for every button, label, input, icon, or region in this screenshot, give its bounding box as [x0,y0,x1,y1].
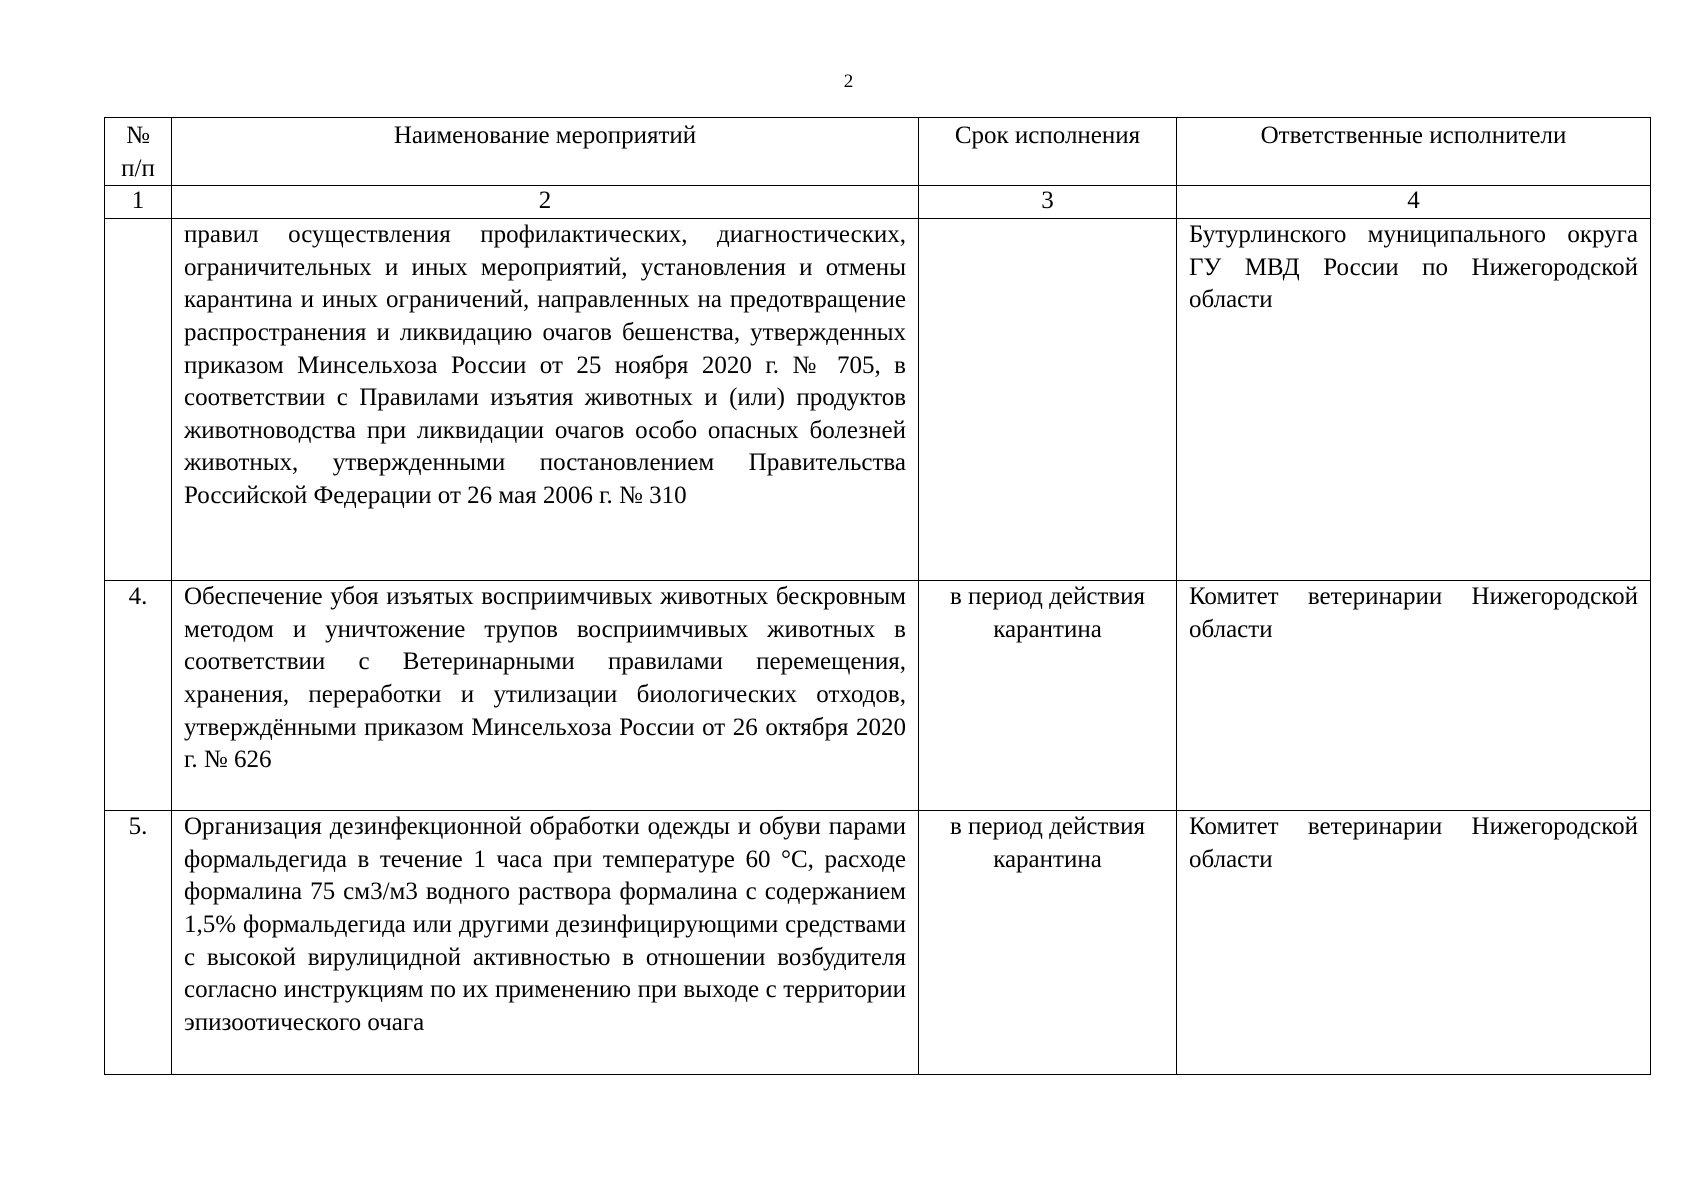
measure-name: Организация дезинфекционной обработки одежды и обуви парами формальдегида в течение 1 часа при температуре 60 °С, расходе формалина 75 см3/м3 водного раствора формалина с содержанием 1,5% формальдегида или другими дезинфицирующими средствами с высокой вирулицидной активностью в отношении возбудителя согласно инструкциям по их применению при выходе с территории эпизоотического очага [172,811,919,1075]
measure-name: правил осуществления профилактических, диагностических, ограничительных и иных мероприятий, установления и отмены карантина и иных ограничений, направленных на предотвращение распространения и ликвидацию очагов бешенства, утвержденных приказом Минсельхоза России от 25 ноября 2020 г. № 705, в соответствии с Правилами изъятия животных и (или) продуктов животноводства при ликвидации очагов особо опасных болезней животных, утвержденными постановлением Правительства Российской Федерации от 26 мая 2006 г. № 310 [172,219,919,581]
page-number: 2 [843,71,854,92]
row-number: 4. [105,581,172,811]
column-number: 2 [172,186,919,219]
header-deadline: Срок исполнения [919,118,1177,186]
measures-table [104,117,1651,1075]
table-header-row [105,118,1651,186]
measure-name: Обеспечение убоя изъятых восприимчивых животных бескровным методом и уничтожение трупов восприимчивых животных в соответствии с Ветеринарными правилами перемещения, хранения, переработки и утилизации биологических отходов, утверждёнными приказом Минсельхоза России от 26 октября 2020 г. № 626 [172,581,919,811]
executors: Комитет ветеринарии Нижегородской области [1177,581,1651,811]
column-number-row [105,186,1651,219]
header-number-text: № п/п [121,122,155,182]
row-number: 5. [105,811,172,1075]
column-number: 3 [919,186,1177,219]
header-executors: Ответственные исполнители [1177,118,1651,186]
header-measure-name: Наименование мероприятий [172,118,919,186]
table-row [105,811,1651,1075]
deadline [919,219,1177,581]
column-number: 1 [105,186,172,219]
header-number [105,118,172,186]
row-number [105,219,172,581]
table-row [105,219,1651,581]
deadline: в период действия карантина [919,581,1177,811]
column-number: 4 [1177,186,1651,219]
deadline: в период действия карантина [919,811,1177,1075]
table-row [105,581,1651,811]
executors: Бутурлинского муниципального округа ГУ МВД России по Нижегородской области [1177,219,1651,581]
executors: Комитет ветеринарии Нижегородской области [1177,811,1651,1075]
